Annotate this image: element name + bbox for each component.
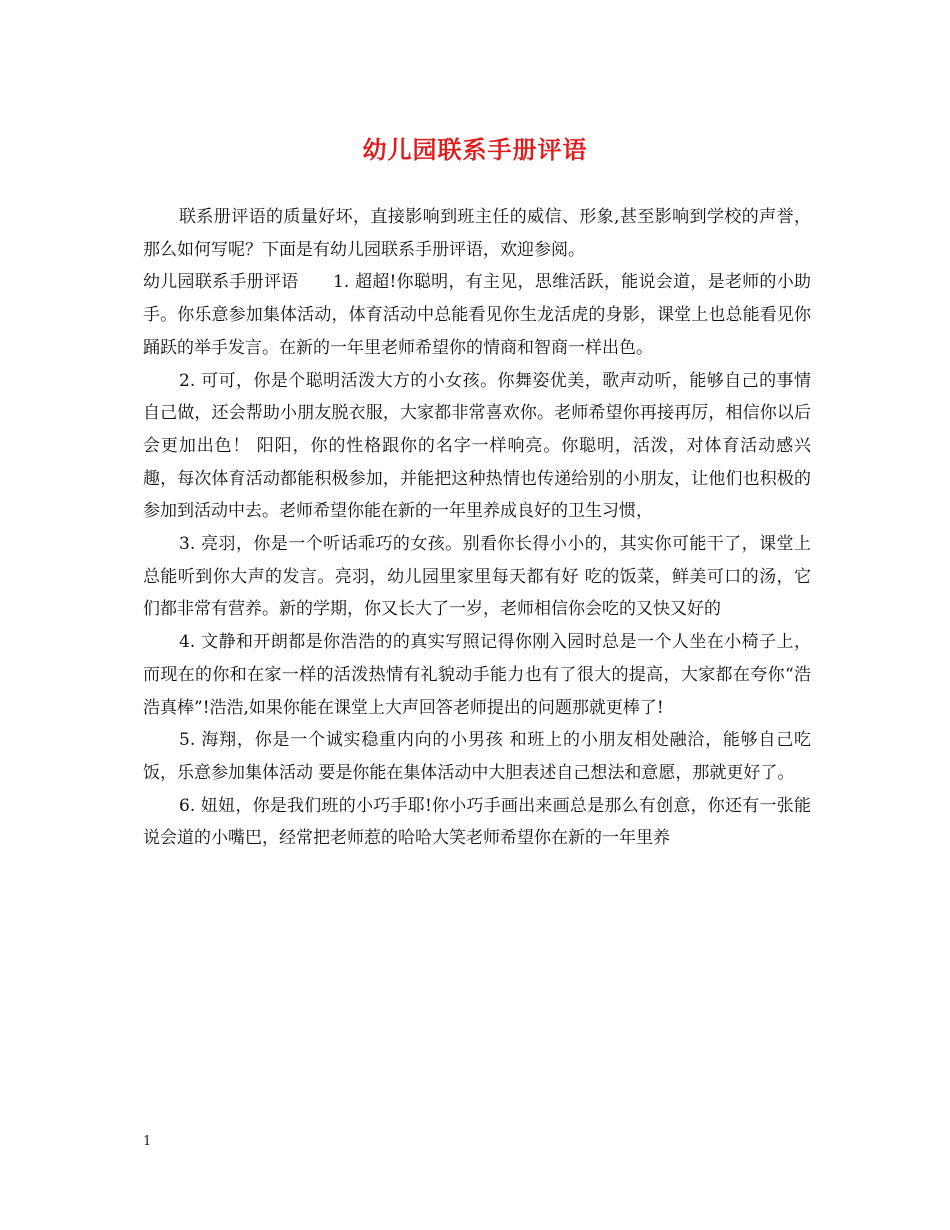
paragraph-comment-6: 6. 妞妞，你是我们班的小巧手耶!你小巧手画出来画总是那么有创意，你还有一张能说会道的小嘴巴，经常把老师惹的哈哈大笑老师希望你在新的一年里养 (143, 795, 811, 849)
document-title: 幼儿园联系手册评语 (362, 135, 588, 164)
page-number: 1 (143, 1134, 152, 1149)
document-body (143, 201, 811, 855)
paragraph-comment-5: 5. 海翔，你是一个诚实稳重内向的小男孩 和班上的小朋友相处融洽，能够自己吃饭，乐意参加集体活动 要是你能在集体活动中大胆表述自己想法和意愿，那就更好了。 (143, 730, 811, 783)
paragraph-comment-1: 幼儿园联系手册评语 1. 超超!你聪明，有主见，思维活跃，能说会道，是老师的小助手。你乐意参加集体活动，体育活动中总能看见你生龙活虎的身影，课堂上也总能看见你踊跃的举手发言。在新的一年里老师希望你的情商和智商一样出色。 (143, 272, 811, 358)
paragraph-comment-4: 4. 文静和开朗都是你浩浩的的真实写照记得你刚入园时总是一个人坐在小椅子上，而现在的你和在家一样的活泼热情有礼貌动手能力也有了很大的提高，大家都在夸你“浩浩真棒”!浩浩,如果你能在课堂上大声回答老师提出的问题那就更棒了! (143, 632, 811, 718)
paragraph-intro: 联系册评语的质量好坏，直接影响到班主任的威信、形象,甚至影响到学校的声誉，那么如何写呢？下面是有幼儿园联系手册评语，欢迎参阅。 (143, 207, 811, 260)
paragraph-comment-3: 3. 亮羽，你是一个听话乖巧的女孩。别看你长得小小的，其实你可能干了，课堂上总能听到你大声的发言。亮羽，幼儿园里家里每天都有好 吃的饭菜，鲜美可口的汤，它们都非常有营养。新的学期，你又长大了一岁，老师相信你会吃的又快又好的 (143, 534, 811, 620)
paragraph-comment-2: 2. 可可，你是个聪明活泼大方的小女孩。你舞姿优美，歌声动听，能够自己的事情自己做，还会帮助小朋友脱衣服，大家都非常喜欢你。老师希望你再接再厉，相信你以后会更加出色！ 阳阳，你的性格跟你的名字一样响亮。你聪明，活泼，对体育活动感兴趣，每次体育活动都能积极参加，并能把这种热情也传递给别的小朋友，让他们也积极的参加到活动中去。老师希望你能在新的一年里养成良好的卫生习惯， (143, 370, 811, 522)
